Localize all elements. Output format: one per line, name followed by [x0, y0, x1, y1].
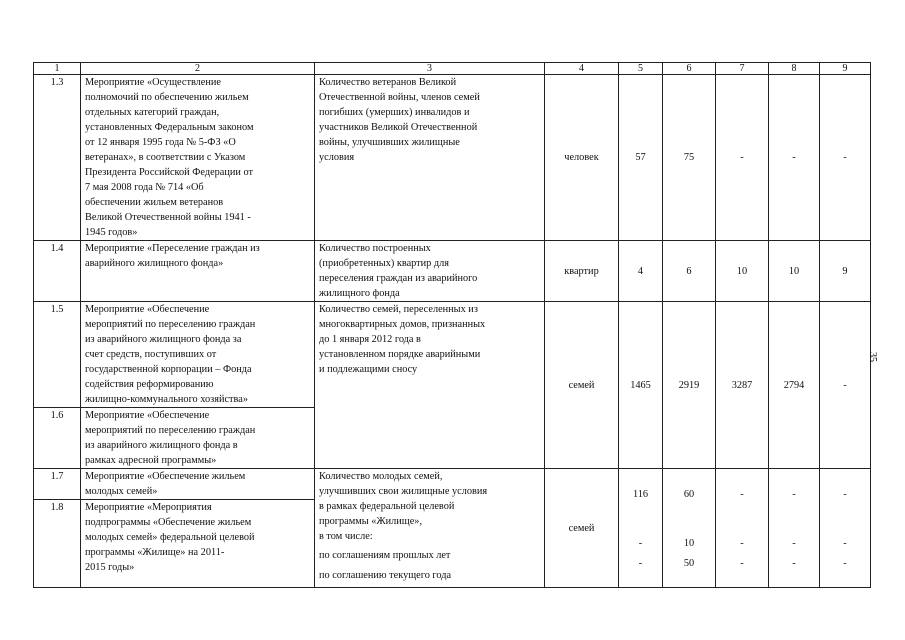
table-row [34, 75, 871, 241]
value-cell: 3287 [716, 302, 769, 469]
header-cell: 8 [769, 63, 820, 75]
value-cell-col6: 60 10 50 [663, 469, 716, 588]
row-number: 1.4 [34, 241, 81, 302]
indicator-cell: Количество построенных (приобретенных) квартир для переселения граждан из аварийного жилищного фонда [315, 241, 545, 302]
value-cell: 2919 [663, 302, 716, 469]
value-cell: 6 [663, 241, 716, 302]
event-cell: Мероприятие «Переселение граждан из аварийного жилищного фонда» [81, 241, 315, 302]
header-cell: 3 [315, 63, 545, 75]
value-cell-col5: 116 - - [619, 469, 663, 588]
row-number: 1.3 [34, 75, 81, 241]
value-cell: 4 [619, 241, 663, 302]
sub-label-current: по соглашению текущего года [319, 570, 452, 581]
page-number: 35 [867, 352, 878, 362]
value-cell: - [820, 302, 871, 469]
row-number: 1.5 [34, 302, 81, 408]
table-row [34, 302, 871, 408]
value-cell: 9 [820, 241, 871, 302]
event-cell: Мероприятие «Обеспечение мероприятий по переселению граждан из аварийного жилищного фонда в рамках адресной программы» [81, 408, 315, 469]
indicators-table [33, 62, 871, 588]
table-row [34, 469, 871, 500]
unit-cell: квартир [545, 241, 619, 302]
header-cell: 6 [663, 63, 716, 75]
table-row [34, 241, 871, 302]
sub-label-past: по соглашениям прошлых лет [319, 550, 451, 561]
value-cell-col7: - - - [716, 469, 769, 588]
event-cell: Мероприятие «Мероприятия подпрограммы «Обеспечение жильем молодых семей» федеральной целевой программы «Жилище» на 2011- 2015 годы» [81, 500, 315, 588]
value-cell: 75 [663, 75, 716, 241]
header-cell: 4 [545, 63, 619, 75]
value-cell: - [716, 75, 769, 241]
row-number: 1.8 [34, 500, 81, 588]
unit-cell: человек [545, 75, 619, 241]
header-cell: 2 [81, 63, 315, 75]
row-number: 1.7 [34, 469, 81, 500]
value-cell: 2794 [769, 302, 820, 469]
value-cell: 57 [619, 75, 663, 241]
unit-cell: семей [545, 302, 619, 469]
event-cell: Мероприятие «Обеспечение мероприятий по переселению граждан из аварийного жилищного фонда за счет средств, поступивших от государственной корпорации – Фонда содействия реформированию жилищно-коммунального хозяйства» [81, 302, 315, 408]
value-cell: 1465 [619, 302, 663, 469]
indicator-cell: Количество молодых семей, улучшивших свои жилищные условия в рамках федеральной целевой программы «Жилище», в том числе: по соглашениям прошлых лет по соглашению текущего года [315, 469, 545, 588]
indicator-cell: Количество ветеранов Великой Отечественной войны, членов семей погибших (умерших) инвалидов и участников Великой Отечественной войны, улучшивших жилищные условия [315, 75, 545, 241]
unit-cell: семей [545, 469, 619, 588]
value-cell-col8: - - - [769, 469, 820, 588]
header-cell: 9 [820, 63, 871, 75]
value-cell: - [820, 75, 871, 241]
event-cell: Мероприятие «Обеспечение жильем молодых семей» [81, 469, 315, 500]
value-cell: 10 [769, 241, 820, 302]
header-row [34, 63, 871, 75]
event-cell: Мероприятие «Осуществление полномочий по обеспечению жильем отдельных категорий граждан, установленных Федеральным законом от 12 января 1995 года № 5-ФЗ «О ветеранах», в соответствии с Указом Президента Российской Федерации от 7 мая 2008 года № 714 «Об обеспечении жильем ветеранов Великой Отечественной войны 1941 - 1945 годов» [81, 75, 315, 241]
header-cell: 7 [716, 63, 769, 75]
value-cell-col9: - - - [820, 469, 871, 588]
value-cell: 10 [716, 241, 769, 302]
value-cell: - [769, 75, 820, 241]
header-cell: 5 [619, 63, 663, 75]
indicator-cell: Количество семей, переселенных из многоквартирных домов, признанных до 1 января 2012 года в установленном порядке аварийными и подлежащими сносу [315, 302, 545, 469]
row-number: 1.6 [34, 408, 81, 469]
header-cell: 1 [34, 63, 81, 75]
